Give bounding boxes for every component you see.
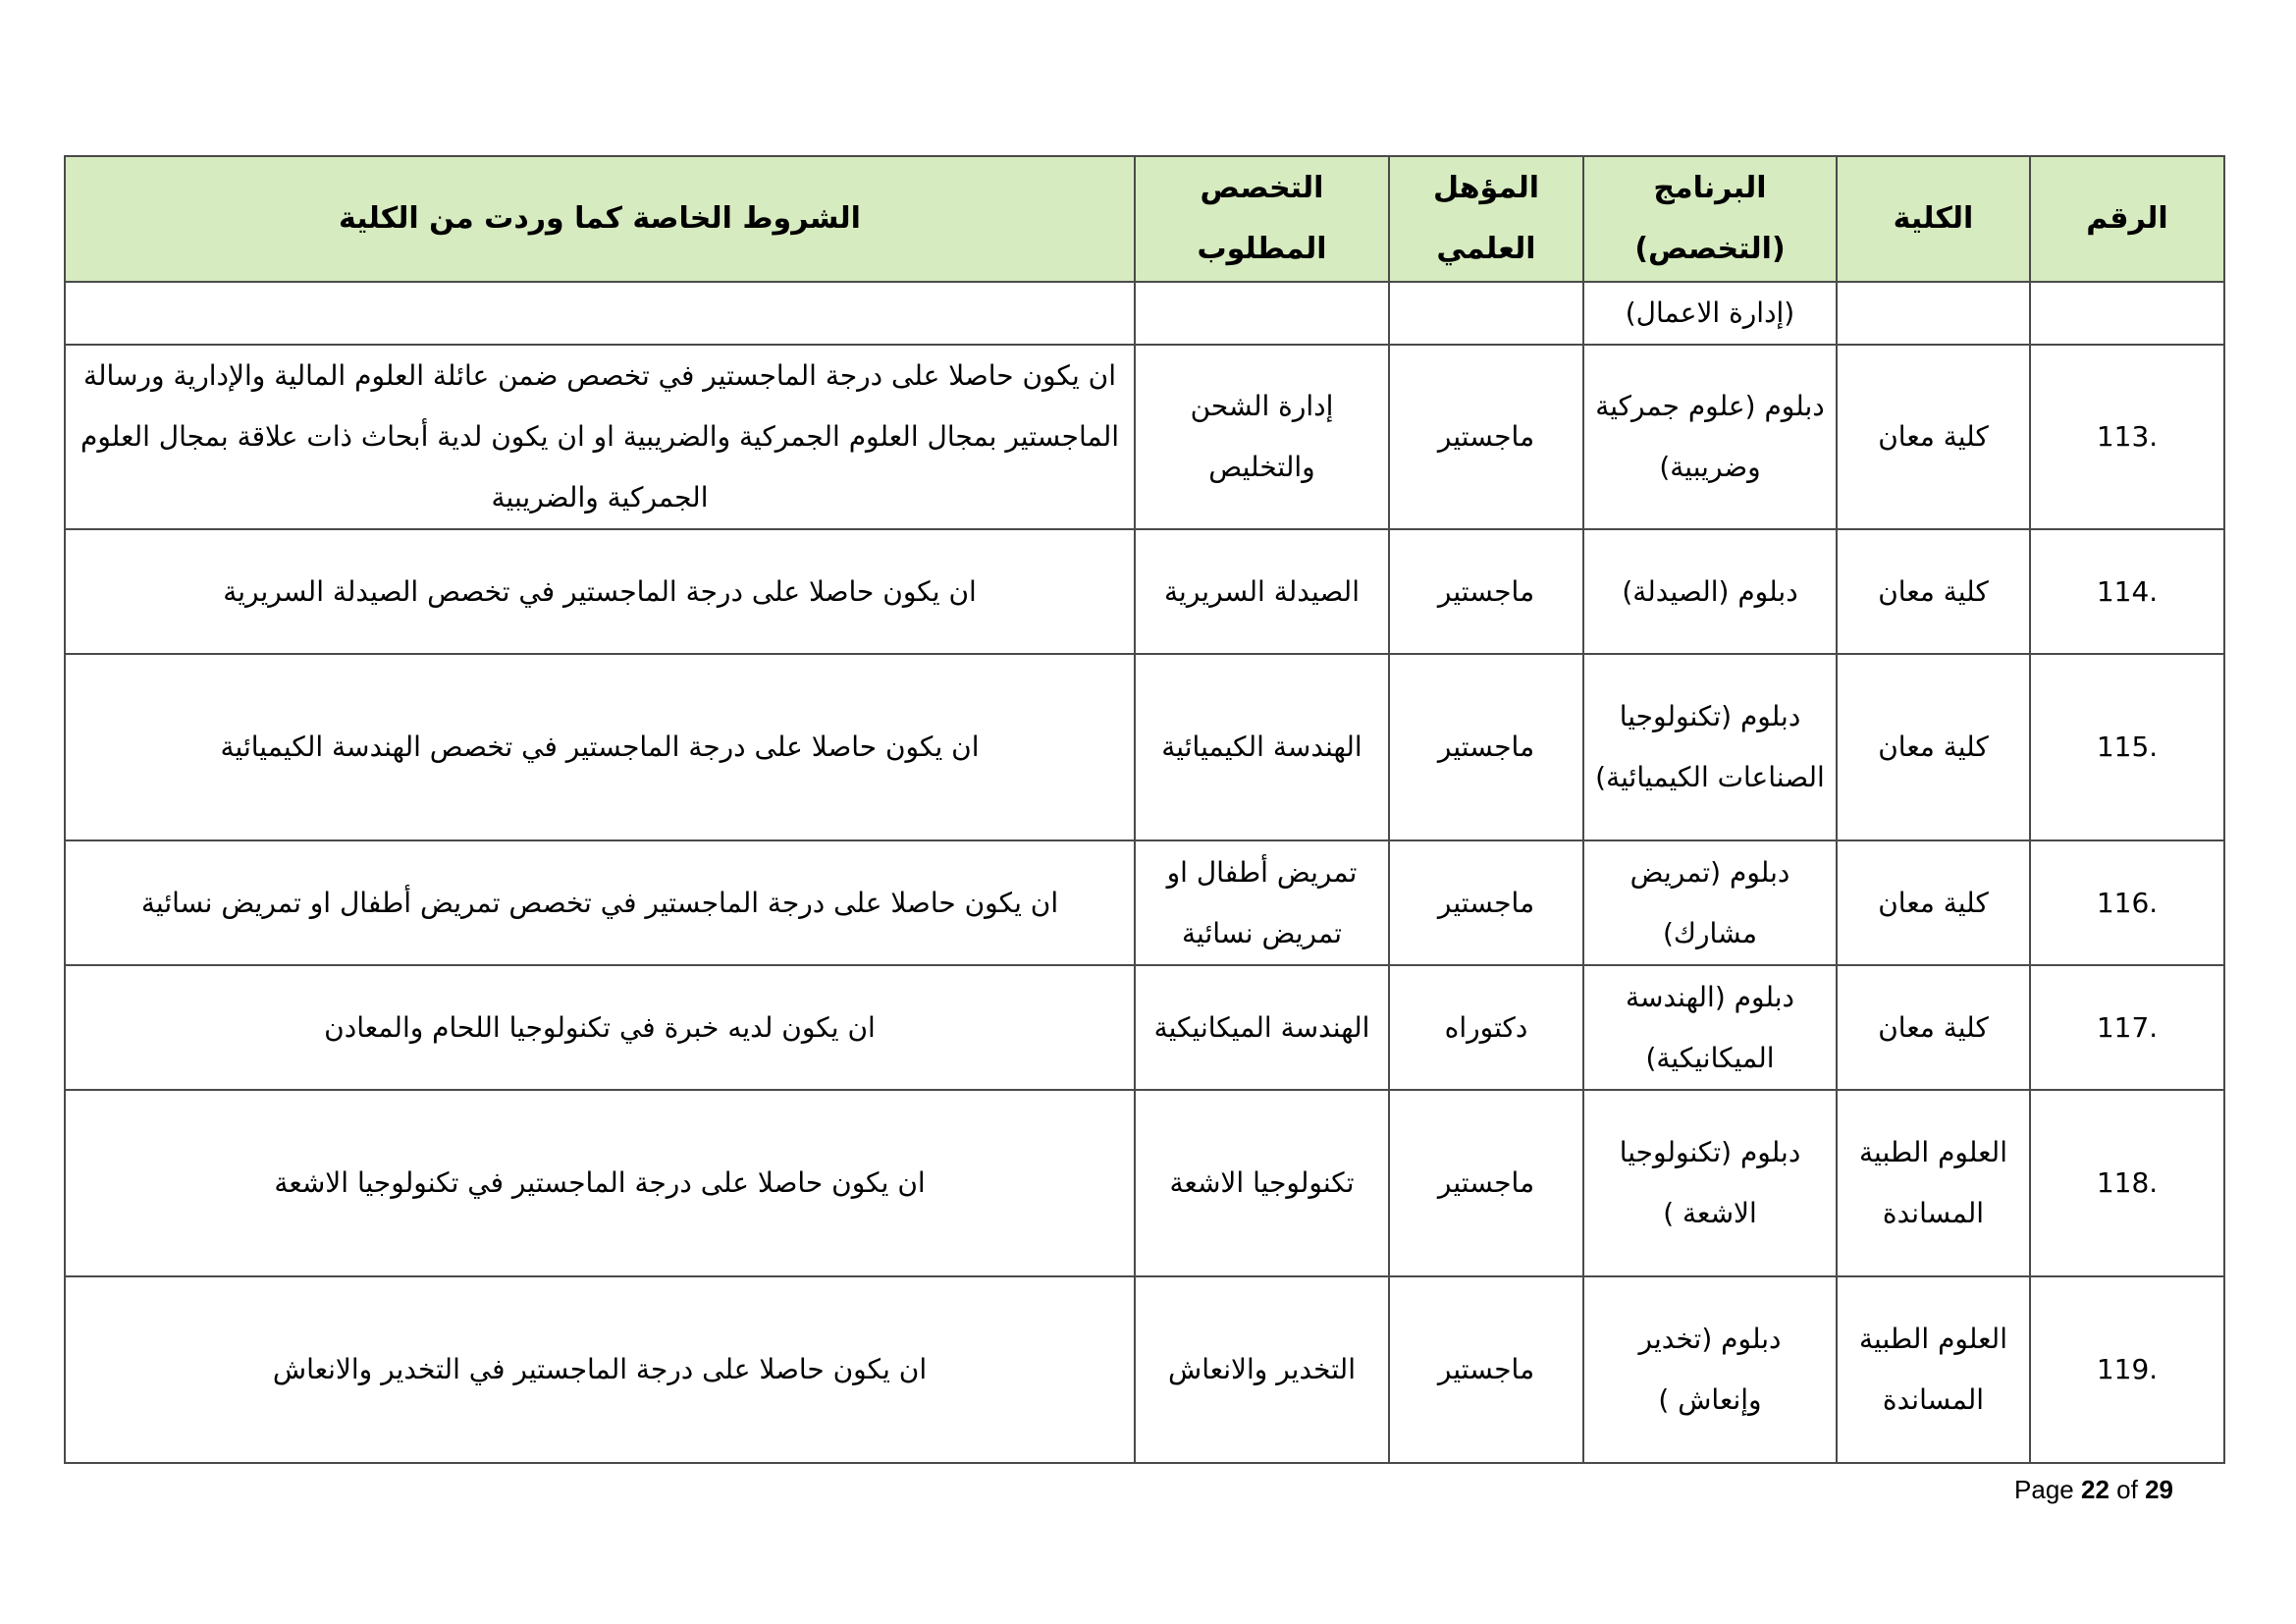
cell-college: العلوم الطبية المساندة xyxy=(1837,1090,2030,1276)
header-college: الكلية xyxy=(1837,156,2030,282)
cell-program: دبلوم (علوم جمركية وضريبية) xyxy=(1583,345,1837,529)
cell-number xyxy=(2030,282,2224,345)
cell-program: دبلوم (تخدير وإنعاش ) xyxy=(1583,1276,1837,1463)
cell-college: كلية معان xyxy=(1837,654,2030,840)
cell-specialty: الهندسة الميكانيكية xyxy=(1135,965,1389,1090)
cell-qualification: ماجستير xyxy=(1389,1090,1583,1276)
cell-specialty: إدارة الشحن والتخليص xyxy=(1135,345,1389,529)
table-row xyxy=(65,654,2224,840)
cell-program: (إدارة الاعمال) xyxy=(1583,282,1837,345)
cell-number: 119. xyxy=(2030,1276,2224,1463)
cell-program: دبلوم (الهندسة الميكانيكية) xyxy=(1583,965,1837,1090)
header-specialty: التخصص المطلوب xyxy=(1135,156,1389,282)
header-qualification: المؤهل العلمي xyxy=(1389,156,1583,282)
cell-college: كلية معان xyxy=(1837,840,2030,965)
cell-number: 114. xyxy=(2030,529,2224,654)
cell-conditions: ان يكون لديه خبرة في تكنولوجيا اللحام والمعادن xyxy=(65,965,1135,1090)
cell-college: العلوم الطبية المساندة xyxy=(1837,1276,2030,1463)
cell-qualification: ماجستير xyxy=(1389,345,1583,529)
table-row xyxy=(65,965,2224,1090)
cell-program: دبلوم (تمريض مشارك) xyxy=(1583,840,1837,965)
requirements-table xyxy=(64,155,2225,1464)
of-word: of xyxy=(2116,1475,2138,1504)
continuation-row xyxy=(65,282,2224,345)
cell-qualification: دكتوراه xyxy=(1389,965,1583,1090)
cell-college: كلية معان xyxy=(1837,345,2030,529)
header-conditions: الشروط الخاصة كما وردت من الكلية xyxy=(65,156,1135,282)
cell-number: 115. xyxy=(2030,654,2224,840)
table-row xyxy=(65,840,2224,965)
cell-program: دبلوم (تكنولوجيا الصناعات الكيميائية) xyxy=(1583,654,1837,840)
cell-number: 116. xyxy=(2030,840,2224,965)
table-header-row xyxy=(65,156,2224,282)
cell-conditions: ان يكون حاصلا على درجة الماجستير في تخصص الهندسة الكيميائية xyxy=(65,654,1135,840)
cell-qualification xyxy=(1389,282,1583,345)
cell-specialty: تمريض أطفال او تمريض نسائية xyxy=(1135,840,1389,965)
cell-specialty: تكنولوجيا الاشعة xyxy=(1135,1090,1389,1276)
cell-college: كلية معان xyxy=(1837,965,2030,1090)
page-word: Page xyxy=(2014,1475,2074,1504)
page-current: 22 xyxy=(2081,1475,2109,1504)
cell-conditions: ان يكون حاصلا على درجة الماجستير في التخدير والانعاش xyxy=(65,1276,1135,1463)
page-total: 29 xyxy=(2145,1475,2173,1504)
cell-specialty: الصيدلة السريرية xyxy=(1135,529,1389,654)
table-row xyxy=(65,1276,2224,1463)
page-footer xyxy=(2014,1475,2173,1505)
cell-qualification: ماجستير xyxy=(1389,840,1583,965)
cell-conditions: ان يكون حاصلا على درجة الماجستير في تخصص الصيدلة السريرية xyxy=(65,529,1135,654)
cell-specialty: التخدير والانعاش xyxy=(1135,1276,1389,1463)
cell-qualification: ماجستير xyxy=(1389,654,1583,840)
cell-program: دبلوم (تكنولوجيا الاشعة ) xyxy=(1583,1090,1837,1276)
cell-number: 117. xyxy=(2030,965,2224,1090)
table-row xyxy=(65,529,2224,654)
cell-college xyxy=(1837,282,2030,345)
cell-conditions: ان يكون حاصلا على درجة الماجستير في تكنولوجيا الاشعة xyxy=(65,1090,1135,1276)
cell-specialty xyxy=(1135,282,1389,345)
cell-qualification: ماجستير xyxy=(1389,1276,1583,1463)
table-row xyxy=(65,345,2224,529)
table-row xyxy=(65,1090,2224,1276)
cell-specialty: الهندسة الكيميائية xyxy=(1135,654,1389,840)
cell-conditions: ان يكون حاصلا على درجة الماجستير في تخصص ضمن عائلة العلوم المالية والإدارية ورسالة الماجستير بمجال العلوم الجمركية والضريبية او ان يكون لدية أبحاث ذات علاقة بمجال العلوم الجمركية والضريبية xyxy=(65,345,1135,529)
cell-qualification: ماجستير xyxy=(1389,529,1583,654)
cell-number: 118. xyxy=(2030,1090,2224,1276)
cell-program: دبلوم (الصيدلة) xyxy=(1583,529,1837,654)
header-number: الرقم xyxy=(2030,156,2224,282)
cell-college: كلية معان xyxy=(1837,529,2030,654)
cell-number: 113. xyxy=(2030,345,2224,529)
cell-conditions xyxy=(65,282,1135,345)
header-program: البرنامج (التخصص) xyxy=(1583,156,1837,282)
cell-conditions: ان يكون حاصلا على درجة الماجستير في تخصص تمريض أطفال او تمريض نسائية xyxy=(65,840,1135,965)
